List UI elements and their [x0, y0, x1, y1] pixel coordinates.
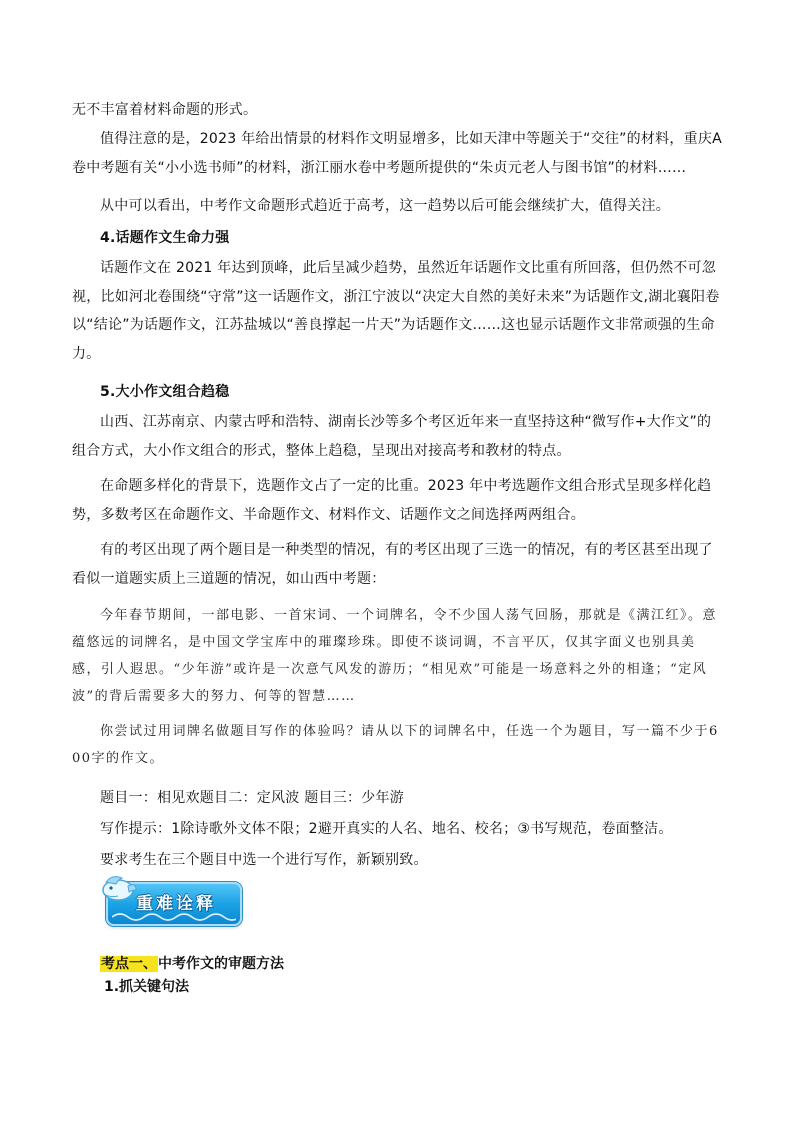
paragraph-intro-end: 无不丰富着材料命题的形式。	[72, 102, 258, 118]
paragraph-shanxi-intro: 有的考区出现了两个题目是一种类型的情况，有的考区出现了三选一的情况，有的考区甚至出现了看似一道题实质上三道题的情况，如山西中考题：	[72, 542, 713, 587]
dolphin-icon	[98, 872, 138, 906]
kaodian-label: 考点一、	[101, 956, 157, 972]
banner-title: 重难诠释	[136, 894, 216, 914]
wave-icon	[112, 911, 236, 921]
paragraph-titles: 题目一：相见欢题目二：定风波 题目三：少年游	[100, 790, 404, 806]
quote-exam-material: 今年春节期间，一部电影、一首宋词、一个词牌名，令不少国人荡气回肠，那就是《满江红》。意蕴悠远的词牌名，是中国文学宝库中的璀璨珍珠。即使不谈词调，不言平仄，仅其字面义也别具美感，引人遐思。“少年游”或许是一次意气风发的游历；“相见欢”可能是一场意料之外的相逢；“定风波”的背后需要多大的努力、何等的智慧……	[72, 608, 718, 704]
quote-exam-prompt: 你尝试过用词牌名做题目写作的体验吗？请从以下的词牌名中，任选一个为题目，写一篇不少于600字的作文。	[72, 724, 719, 766]
paragraph-writing-tips: 写作提示：1除诗歌外文体不限；2避开真实的人名、地名、校名；③书写规范，卷面整洁。	[100, 821, 673, 837]
kaodian-title: 中考作文的审题方法	[158, 956, 284, 972]
paragraph-selection-essay: 在命题多样化的背景下，选题作文占了一定的比重。2023 年中考选题作文组合形式呈现多样化趋势，多数考区在命题作文、半命题作文、材料作文、话题作文之间选择两两组合。	[72, 478, 712, 523]
section-banner	[106, 882, 242, 926]
heading-combination: 5.大小作文组合趋稳	[100, 384, 230, 400]
paragraph-material-essay: 值得注意的是，2023 年给出情景的材料作文明显增多，比如天津中等题关于“交往”的材料，重庆A卷中考题有关“小小选书师”的材料，浙江丽水卷中考题所提供的“朱贞元老人与图书馆”的材料……	[72, 131, 722, 176]
paragraph-trend: 从中可以看出，中考作文命题形式趋近于高考，这一趋势以后可能会继续扩大，值得关注。	[100, 198, 670, 214]
kaodian-heading	[100, 954, 284, 974]
paragraph-requirement: 要求考生在三个题目中选一个进行写作，新颖别致。	[100, 852, 428, 868]
paragraph-topic-essay: 话题作文在 2021 年达到顶峰，此后呈减少趋势，虽然近年话题作文比重有所回落，但仍然不可忽视，比如河北卷围绕“守常”这一话题作文，浙江宁波以“决定大自然的美好未来”为话题作文,湖北襄阳卷以“结论”为话题作文，江苏盐城以“善良撑起一片天”为话题作文……这也显示话题作文非常顽强的生命力。	[72, 260, 720, 362]
method-heading-1: 1.抓关键句法	[104, 979, 190, 995]
heading-topic-essay: 4.话题作文生命力强	[100, 230, 230, 246]
paragraph-combination: 山西、江苏南京、内蒙古呼和浩特、湖南长沙等多个考区近年来一直坚持这种“微写作+大作文”的组合方式，大小作文组合的形式，整体上趋稳，呈现出对接高考和教材的特点。	[72, 414, 712, 459]
